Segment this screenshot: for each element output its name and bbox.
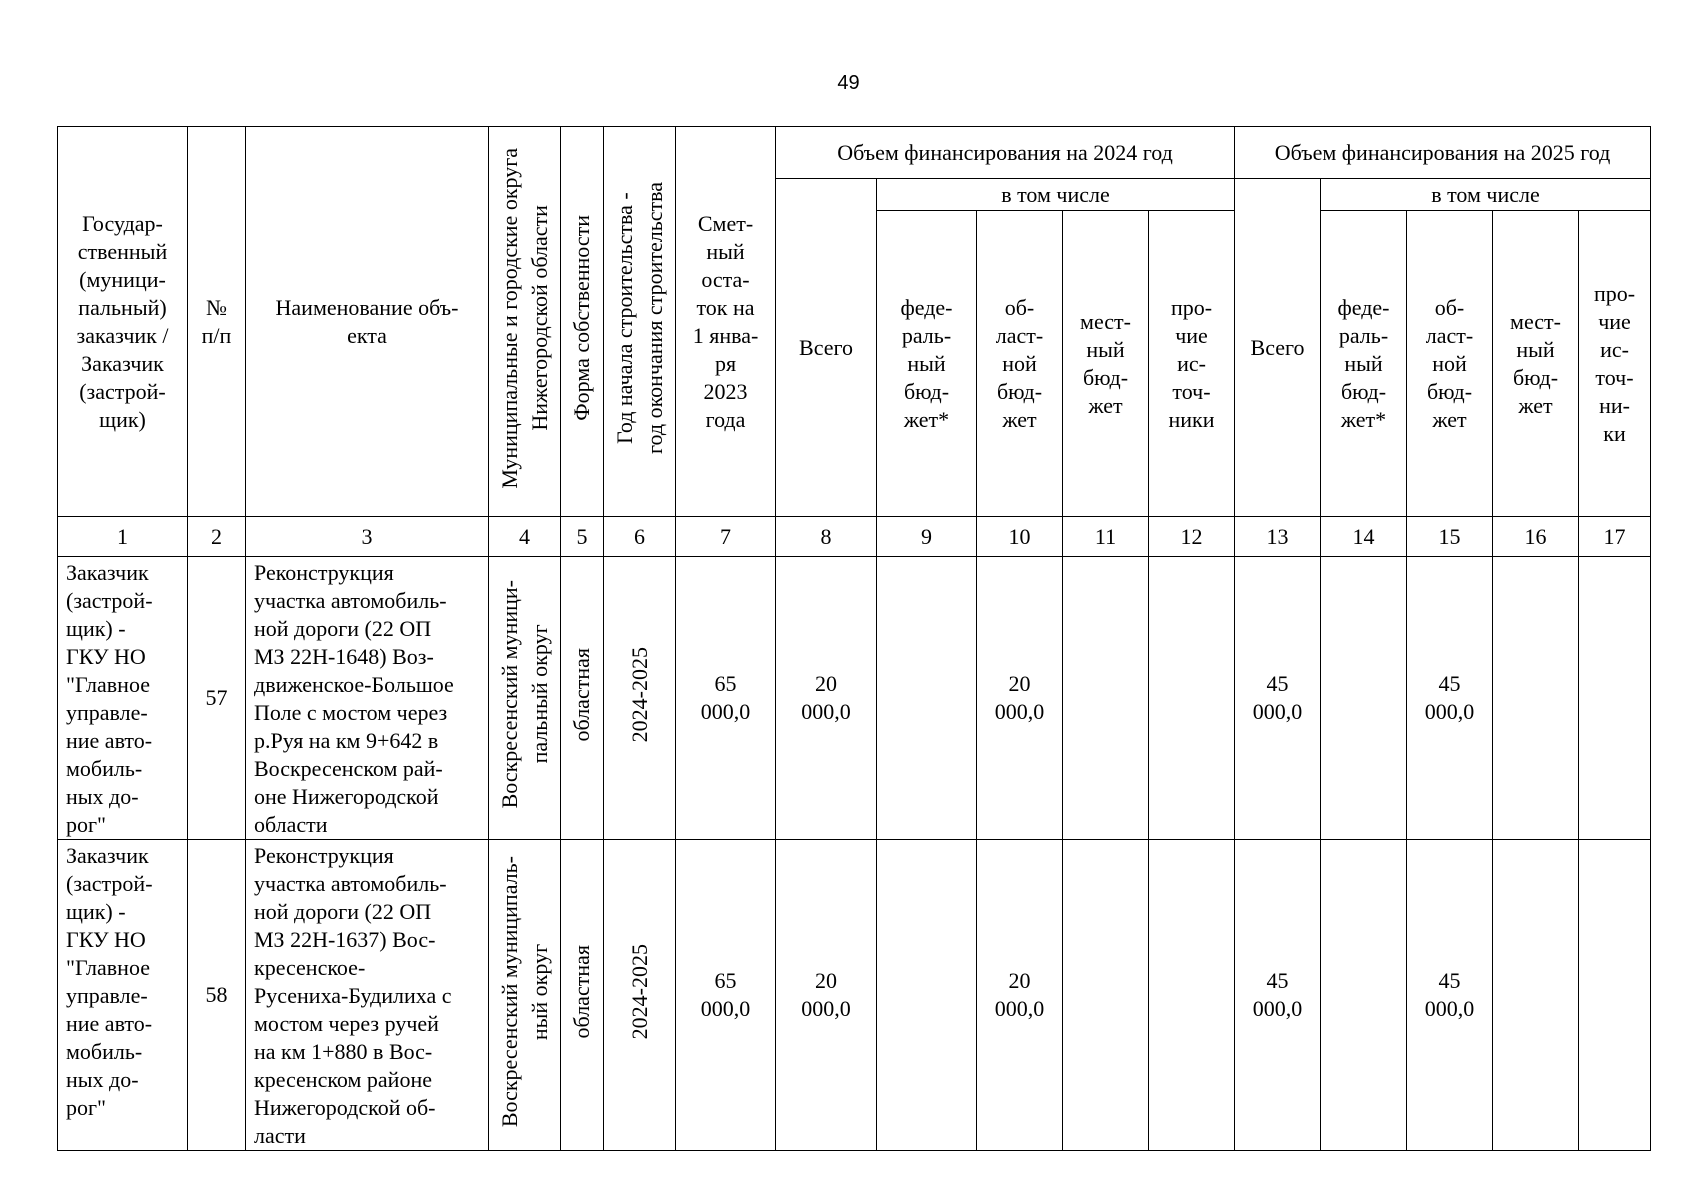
regional-2024-cell: 20 000,0: [977, 840, 1063, 1151]
column-number: 3: [246, 517, 489, 557]
years-cell: 2024-2025: [604, 557, 676, 840]
header-funding-2024: Объем финансирования на 2024 год: [776, 127, 1235, 179]
federal-2025-cell: [1321, 557, 1407, 840]
other-2025-cell: [1579, 840, 1651, 1151]
header-federal-2024: феде- раль- ный бюд- жет*: [877, 211, 977, 517]
column-number: 4: [489, 517, 561, 557]
local-2024-cell: [1063, 557, 1149, 840]
other-2025-cell: [1579, 557, 1651, 840]
number-cell: 58: [188, 840, 246, 1151]
column-number: 9: [877, 517, 977, 557]
page-number: 49: [837, 72, 860, 94]
column-number: 1: [58, 517, 188, 557]
other-2024-cell: [1149, 840, 1235, 1151]
column-number-row: [58, 517, 1651, 557]
number-cell: 57: [188, 557, 246, 840]
header-federal-2025: феде- раль- ный бюд- жет*: [1321, 211, 1407, 517]
column-number: 12: [1149, 517, 1235, 557]
header-other-2024: про- чие ис- точ- ники: [1149, 211, 1235, 517]
total-2024-cell: 20 000,0: [776, 557, 877, 840]
district-cell: Воскресенский муниципаль- ный округ: [489, 840, 561, 1151]
total-2025-cell: 45 000,0: [1235, 557, 1321, 840]
total-2025-cell: 45 000,0: [1235, 840, 1321, 1151]
local-2025-cell: [1493, 840, 1579, 1151]
column-number: 14: [1321, 517, 1407, 557]
header-row-1: [58, 127, 1651, 179]
column-number: 10: [977, 517, 1063, 557]
customer-cell: Заказчик (застрой- щик) - ГКУ НО "Главное управле- ние авто- мобиль- ных до- рог": [58, 840, 188, 1151]
district-cell: Воскресенский муници- пальный округ: [489, 557, 561, 840]
column-number: 7: [676, 517, 776, 557]
federal-2024-cell: [877, 840, 977, 1151]
header-object-name: Наименование объ- екта: [246, 127, 489, 517]
column-number: 2: [188, 517, 246, 557]
header-other-2025: про- чие ис- точ- ни- ки: [1579, 211, 1651, 517]
balance-cell: 65 000,0: [676, 840, 776, 1151]
regional-2025-cell: 45 000,0: [1407, 557, 1493, 840]
table-row: [58, 840, 1651, 1151]
customer-cell: Заказчик (застрой- щик) - ГКУ НО "Главное управле- ние авто- мобиль- ных до- рог": [58, 557, 188, 840]
years-cell: 2024-2025: [604, 840, 676, 1151]
header-years: Год начала строительства - год окончания строительства: [604, 127, 676, 517]
object-name-cell: Реконструкция участка автомобиль- ной дороги (22 ОП МЗ 22Н-1648) Воз- движенское-Большое Поле с мостом через р.Руя на км 9+642 в Воскресенском рай- оне Нижегородской области: [246, 557, 489, 840]
column-number: 11: [1063, 517, 1149, 557]
column-number: 5: [561, 517, 604, 557]
header-total-2025: Всего: [1235, 179, 1321, 517]
column-number: 6: [604, 517, 676, 557]
header-balance: Смет- ный оста- ток на 1 янва- ря 2023 года: [676, 127, 776, 517]
header-customer: Государ- ственный (муници- пальный) заказчик / Заказчик (застрой- щик): [58, 127, 188, 517]
regional-2024-cell: 20 000,0: [977, 557, 1063, 840]
local-2024-cell: [1063, 840, 1149, 1151]
header-local-2025: мест- ный бюд- жет: [1493, 211, 1579, 517]
regional-2025-cell: 45 000,0: [1407, 840, 1493, 1151]
header-regional-2025: об- ласт- ной бюд- жет: [1407, 211, 1493, 517]
header-ownership: Форма собственности: [561, 127, 604, 517]
header-including-2025: в том числе: [1321, 179, 1651, 211]
ownership-cell: областная: [561, 840, 604, 1151]
column-number: 16: [1493, 517, 1579, 557]
other-2024-cell: [1149, 557, 1235, 840]
header-including-2024: в том числе: [877, 179, 1235, 211]
header-local-2024: мест- ный бюд- жет: [1063, 211, 1149, 517]
header-districts: Муниципальные и городские округа Нижегородской области: [489, 127, 561, 517]
ownership-cell: областная: [561, 557, 604, 840]
header-total-2024: Всего: [776, 179, 877, 517]
local-2025-cell: [1493, 557, 1579, 840]
total-2024-cell: 20 000,0: [776, 840, 877, 1151]
federal-2024-cell: [877, 557, 977, 840]
table-row: [58, 557, 1651, 840]
column-number: 13: [1235, 517, 1321, 557]
header-regional-2024: об- ласт- ной бюд- жет: [977, 211, 1063, 517]
column-number: 17: [1579, 517, 1651, 557]
header-funding-2025: Объем финансирования на 2025 год: [1235, 127, 1651, 179]
header-number: № п/п: [188, 127, 246, 517]
column-number: 8: [776, 517, 877, 557]
federal-2025-cell: [1321, 840, 1407, 1151]
object-name-cell: Реконструкция участка автомобиль- ной дороги (22 ОП МЗ 22Н-1637) Вос- кресенское- Русениха-Будилиха с мостом через ручей на км 1+880 в Вос- кресенском районе Нижегородской об- ласти: [246, 840, 489, 1151]
investment-table: [57, 126, 1651, 1151]
balance-cell: 65 000,0: [676, 557, 776, 840]
column-number: 15: [1407, 517, 1493, 557]
